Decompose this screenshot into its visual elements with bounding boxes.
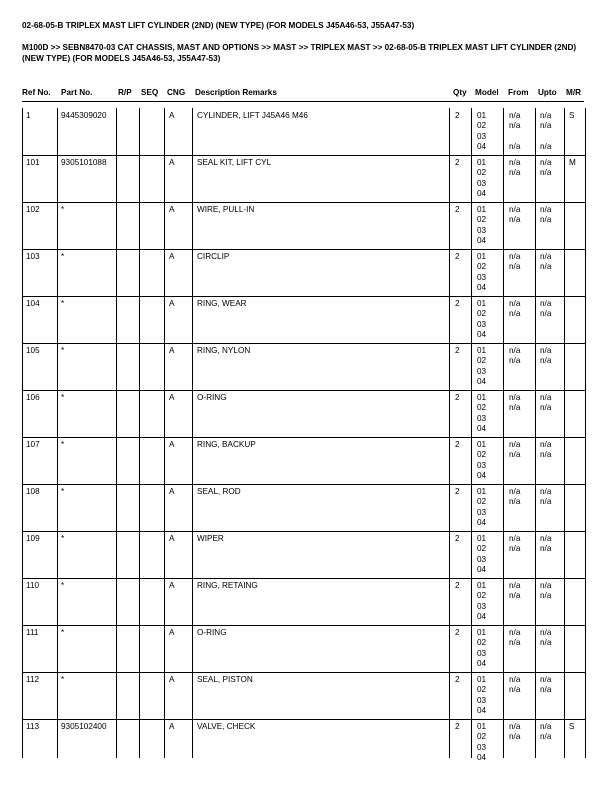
upto-cell: n/a <box>540 262 552 272</box>
upto-cell: n/a <box>540 450 552 460</box>
model-cell: 02 <box>477 544 487 554</box>
row-divider <box>22 155 585 156</box>
upto-cell: n/a <box>540 121 552 131</box>
from-cell: n/a <box>509 111 521 120</box>
part-no-cell: * <box>61 440 65 449</box>
upto-cell: n/a <box>540 544 552 554</box>
model-cell: 01 <box>477 440 487 449</box>
upto-cell: n/a <box>540 111 552 120</box>
model-cell: 02 <box>477 732 487 742</box>
from-cell: n/a <box>509 722 521 731</box>
description-cell: CYLINDER, LIFT J45A46 M46 <box>197 111 308 120</box>
upto-cell: n/a <box>540 638 552 648</box>
ref-no-cell: 103 <box>26 252 40 261</box>
model-cell: 01 <box>477 252 487 261</box>
qty-cell: 2 <box>455 393 460 402</box>
mr-cell: S <box>569 111 575 120</box>
model-cell: 02 <box>477 215 487 225</box>
from-cell: n/a <box>509 732 521 742</box>
upto-cell: n/a <box>540 591 552 601</box>
cng-cell: A <box>169 440 175 449</box>
from-cell: n/a <box>509 591 521 601</box>
from-cell: n/a <box>509 403 521 413</box>
cng-cell: A <box>169 158 175 167</box>
from-cell: n/a <box>509 309 521 319</box>
row-divider <box>22 296 585 297</box>
model-cell: 01 <box>477 581 487 590</box>
model-cell: 02 <box>477 356 487 366</box>
from-cell: n/a <box>509 581 521 590</box>
from-cell: n/a <box>509 685 521 695</box>
upto-cell: n/a <box>540 141 552 151</box>
row-divider <box>22 531 585 532</box>
model-cell: 03 <box>477 507 487 517</box>
model-cell: 02 <box>477 591 487 601</box>
column-divider <box>164 108 165 758</box>
row-divider <box>22 343 585 344</box>
model-cell: 01 <box>477 722 487 731</box>
ref-no-cell: 105 <box>26 346 40 355</box>
breadcrumb: M100D >> SEBN8470-03 CAT CHASSIS, MAST AND OPTIONS >> MAST >> TRIPLEX MAST >> 02-68-05-B TRIPLEX MAST LIFT CYLINDER (2ND) (NEW TYPE) (FOR MODELS J45A46-53, J55A47-53) <box>22 43 577 63</box>
column-divider <box>139 108 140 758</box>
col-header-rp: R/P <box>118 88 132 97</box>
ref-no-cell: 101 <box>26 158 40 167</box>
part-no-cell: * <box>61 252 65 261</box>
model-cell: 04 <box>477 423 487 433</box>
from-cell: n/a <box>509 215 521 225</box>
ref-no-cell: 1 <box>26 111 31 120</box>
row-divider <box>22 719 585 720</box>
column-divider <box>585 108 586 758</box>
model-cell: 03 <box>477 272 487 282</box>
model-cell: 03 <box>477 413 487 423</box>
col-header-upto: Upto <box>538 88 557 97</box>
qty-cell: 2 <box>455 675 460 684</box>
cng-cell: A <box>169 346 175 355</box>
model-cell: 04 <box>477 329 487 339</box>
model-cell: 03 <box>477 460 487 470</box>
model-cell: 03 <box>477 554 487 564</box>
model-cell: 03 <box>477 131 487 141</box>
ref-no-cell: 102 <box>26 205 40 214</box>
header-rule <box>22 101 584 102</box>
model-cell: 01 <box>477 487 487 496</box>
row-divider <box>22 578 585 579</box>
description-cell: CIRCLIP <box>197 252 230 261</box>
model-cell: 02 <box>477 685 487 695</box>
from-cell: n/a <box>509 675 521 684</box>
description-cell: RING, BACKUP <box>197 440 256 449</box>
column-divider <box>116 108 117 758</box>
description-cell: WIRE, PULL-IN <box>197 205 255 214</box>
part-no-cell: 9305101088 <box>61 158 107 167</box>
model-cell: 01 <box>477 675 487 684</box>
cng-cell: A <box>169 252 175 261</box>
cng-cell: A <box>169 487 175 496</box>
cng-cell: A <box>169 581 175 590</box>
part-no-cell: 9445309020 <box>61 111 107 120</box>
qty-cell: 2 <box>455 252 460 261</box>
mr-cell: M <box>569 158 576 167</box>
part-no-cell: * <box>61 581 65 590</box>
ref-no-cell: 107 <box>26 440 40 449</box>
column-divider <box>22 108 23 758</box>
column-divider <box>192 108 193 758</box>
model-cell: 04 <box>477 282 487 292</box>
upto-cell: n/a <box>540 393 552 402</box>
col-header-ref: Ref No. <box>22 88 51 97</box>
mr-cell: S <box>569 722 575 731</box>
qty-cell: 2 <box>455 158 460 167</box>
model-cell: 02 <box>477 168 487 178</box>
from-cell: n/a <box>509 393 521 402</box>
cng-cell: A <box>169 628 175 637</box>
from-cell: n/a <box>509 299 521 308</box>
model-cell: 04 <box>477 517 487 527</box>
ref-no-cell: 108 <box>26 487 40 496</box>
model-cell: 04 <box>477 235 487 245</box>
upto-cell: n/a <box>540 440 552 449</box>
row-divider <box>22 202 585 203</box>
ref-no-cell: 106 <box>26 393 40 402</box>
col-header-part: Part No. <box>61 88 93 97</box>
part-no-cell: * <box>61 675 65 684</box>
model-cell: 03 <box>477 695 487 705</box>
row-divider <box>22 625 585 626</box>
cng-cell: A <box>169 111 175 120</box>
from-cell: n/a <box>509 121 521 131</box>
model-cell: 03 <box>477 648 487 658</box>
column-divider <box>535 108 536 758</box>
model-cell: 01 <box>477 111 487 120</box>
row-divider <box>22 437 585 438</box>
upto-cell: n/a <box>540 356 552 366</box>
model-cell: 02 <box>477 309 487 319</box>
col-header-model: Model <box>475 88 499 97</box>
part-no-cell: * <box>61 205 65 214</box>
description-cell: SEAL KIT, LIFT CYL <box>197 158 272 167</box>
upto-cell: n/a <box>540 581 552 590</box>
upto-cell: n/a <box>540 497 552 507</box>
description-cell: RING, NYLON <box>197 346 251 355</box>
qty-cell: 2 <box>455 299 460 308</box>
model-cell: 04 <box>477 470 487 480</box>
ref-no-cell: 110 <box>26 581 40 590</box>
from-cell: n/a <box>509 497 521 507</box>
cng-cell: A <box>169 393 175 402</box>
model-cell: 01 <box>477 393 487 402</box>
upto-cell: n/a <box>540 732 552 742</box>
description-cell: O-RING <box>197 393 227 402</box>
model-cell: 02 <box>477 403 487 413</box>
model-cell: 04 <box>477 658 487 668</box>
description-cell: RING, RETAING <box>197 581 258 590</box>
from-cell: n/a <box>509 356 521 366</box>
qty-cell: 2 <box>455 487 460 496</box>
col-header-mr: M/R <box>566 88 582 97</box>
from-cell: n/a <box>509 205 521 214</box>
model-cell: 01 <box>477 205 487 214</box>
model-cell: 02 <box>477 121 487 131</box>
model-cell: 04 <box>477 611 487 621</box>
upto-cell: n/a <box>540 534 552 543</box>
from-cell: n/a <box>509 252 521 261</box>
model-cell: 01 <box>477 158 487 167</box>
description-cell: O-RING <box>197 628 227 637</box>
description-cell: VALVE, CHECK <box>197 722 256 731</box>
cng-cell: A <box>169 534 175 543</box>
from-cell: n/a <box>509 487 521 496</box>
upto-cell: n/a <box>540 205 552 214</box>
model-cell: 04 <box>477 188 487 198</box>
description-cell: RING, WEAR <box>197 299 247 308</box>
column-divider <box>564 108 565 758</box>
description-cell: SEAL, PISTON <box>197 675 253 684</box>
cng-cell: A <box>169 299 175 308</box>
model-cell: 03 <box>477 319 487 329</box>
from-cell: n/a <box>509 544 521 554</box>
row-divider <box>22 249 585 250</box>
model-cell: 04 <box>477 376 487 386</box>
upto-cell: n/a <box>540 628 552 637</box>
model-cell: 04 <box>477 141 487 151</box>
ref-no-cell: 111 <box>26 628 39 637</box>
upto-cell: n/a <box>540 403 552 413</box>
from-cell: n/a <box>509 450 521 460</box>
upto-cell: n/a <box>540 299 552 308</box>
column-divider <box>449 108 450 758</box>
col-header-desc: Description Remarks <box>195 88 277 97</box>
part-no-cell: * <box>61 487 65 496</box>
model-cell: 01 <box>477 346 487 355</box>
col-header-qty: Qty <box>453 88 467 97</box>
model-cell: 02 <box>477 497 487 507</box>
ref-no-cell: 112 <box>26 675 40 684</box>
column-divider <box>503 108 504 758</box>
model-cell: 02 <box>477 638 487 648</box>
row-divider <box>22 390 585 391</box>
qty-cell: 2 <box>455 628 460 637</box>
part-no-cell: * <box>61 346 65 355</box>
upto-cell: n/a <box>540 675 552 684</box>
col-header-seq: SEQ <box>141 88 159 97</box>
row-divider <box>22 672 585 673</box>
model-cell: 03 <box>477 366 487 376</box>
model-cell: 03 <box>477 742 487 752</box>
qty-cell: 2 <box>455 581 460 590</box>
qty-cell: 2 <box>455 111 460 120</box>
part-no-cell: 9305102400 <box>61 722 107 731</box>
upto-cell: n/a <box>540 722 552 731</box>
row-divider <box>22 484 585 485</box>
from-cell: n/a <box>509 346 521 355</box>
ref-no-cell: 104 <box>26 299 40 308</box>
model-cell: 02 <box>477 262 487 272</box>
ref-no-cell: 113 <box>26 722 40 731</box>
qty-cell: 2 <box>455 534 460 543</box>
upto-cell: n/a <box>540 158 552 167</box>
model-cell: 04 <box>477 705 487 715</box>
model-cell: 01 <box>477 299 487 308</box>
qty-cell: 2 <box>455 722 460 731</box>
part-no-cell: * <box>61 628 65 637</box>
model-cell: 03 <box>477 601 487 611</box>
qty-cell: 2 <box>455 440 460 449</box>
model-cell: 03 <box>477 225 487 235</box>
model-cell: 04 <box>477 752 487 762</box>
ref-no-cell: 109 <box>26 534 40 543</box>
from-cell: n/a <box>509 440 521 449</box>
model-cell: 01 <box>477 628 487 637</box>
cng-cell: A <box>169 722 175 731</box>
page-title: 02-68-05-B TRIPLEX MAST LIFT CYLINDER (2ND) (NEW TYPE) (FOR MODELS J45A46-53, J55A47-53) <box>22 21 415 30</box>
model-cell: 03 <box>477 178 487 188</box>
upto-cell: n/a <box>540 309 552 319</box>
col-header-from: From <box>508 88 529 97</box>
part-no-cell: * <box>61 534 65 543</box>
model-cell: 02 <box>477 450 487 460</box>
model-cell: 01 <box>477 534 487 543</box>
part-no-cell: * <box>61 299 65 308</box>
cng-cell: A <box>169 205 175 214</box>
upto-cell: n/a <box>540 487 552 496</box>
upto-cell: n/a <box>540 346 552 355</box>
from-cell: n/a <box>509 628 521 637</box>
qty-cell: 2 <box>455 346 460 355</box>
from-cell: n/a <box>509 168 521 178</box>
upto-cell: n/a <box>540 685 552 695</box>
col-header-cng: CNG <box>167 88 186 97</box>
column-divider <box>57 108 58 758</box>
description-cell: SEAL, ROD <box>197 487 241 496</box>
model-cell: 04 <box>477 564 487 574</box>
column-divider <box>471 108 472 758</box>
from-cell: n/a <box>509 141 521 151</box>
upto-cell: n/a <box>540 168 552 178</box>
description-cell: WIPER <box>197 534 224 543</box>
from-cell: n/a <box>509 638 521 648</box>
part-no-cell: * <box>61 393 65 402</box>
from-cell: n/a <box>509 262 521 272</box>
cng-cell: A <box>169 675 175 684</box>
upto-cell: n/a <box>540 252 552 261</box>
qty-cell: 2 <box>455 205 460 214</box>
upto-cell: n/a <box>540 215 552 225</box>
from-cell: n/a <box>509 534 521 543</box>
from-cell: n/a <box>509 158 521 167</box>
